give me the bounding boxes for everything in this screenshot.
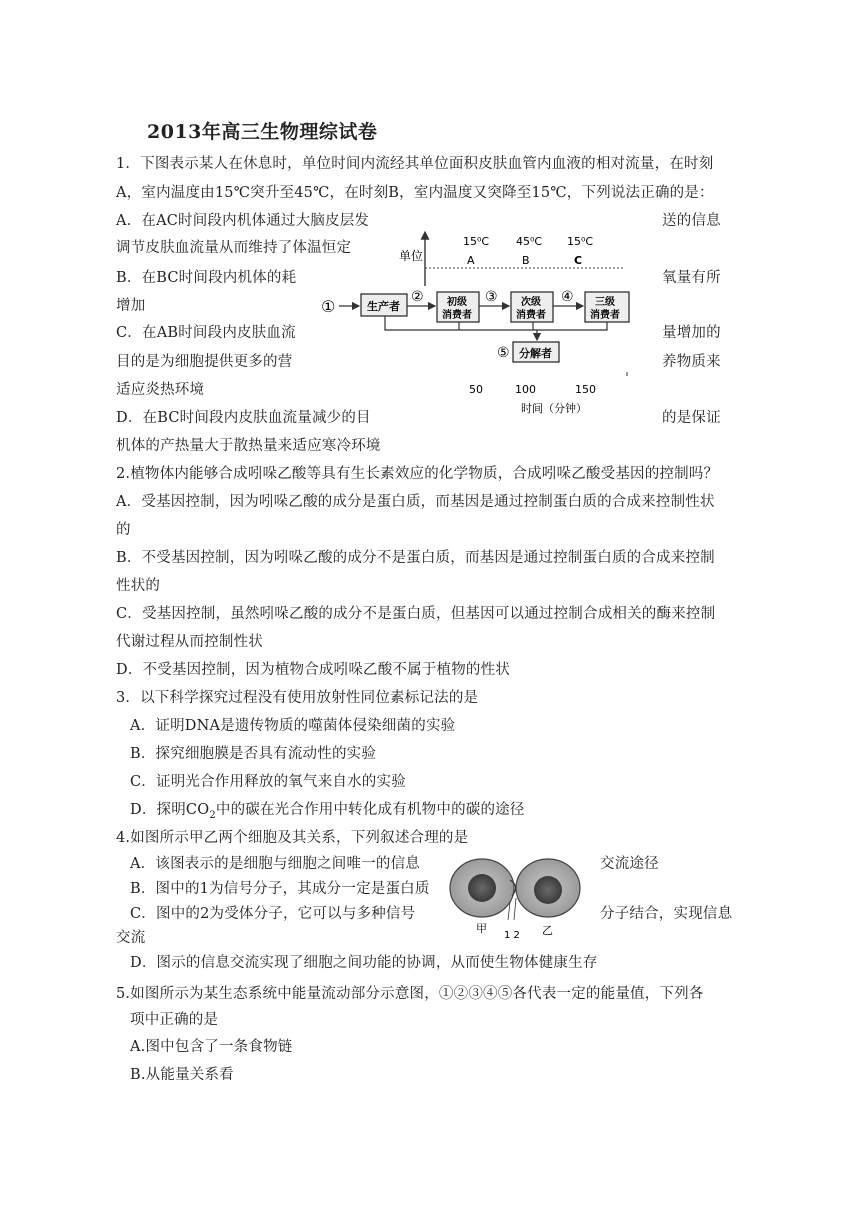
q4-option-d: D．图示的信息交流实现了细胞之间功能的协调，从而使生物体健康生存 — [130, 955, 598, 971]
q1-option-b-left2: 增加 — [116, 298, 146, 314]
q1-option-c-left3: 适应炎热环境 — [116, 382, 205, 398]
node-secondary-consumer-line1: 次级 — [521, 297, 541, 308]
q1-option-a-left1: A．在AC时间段内机体通过大脑皮层发 — [116, 213, 370, 229]
q4-option-c-right: 分子结合，实现信息 — [600, 906, 733, 922]
x-axis-label: 时间（分钟） — [521, 402, 587, 415]
q2-option-b-line2: 性状的 — [116, 578, 161, 594]
q3-option-c: C．证明光合作用释放的氧气来自水的实验 — [130, 774, 406, 790]
q1-option-c-left1: C．在AB时间段内皮肤血流 — [116, 325, 296, 341]
q5-option-a: A.图中包含了一条食物链 — [130, 1039, 293, 1055]
q1-option-c-right1: 量增加的 — [662, 325, 721, 341]
q1-stem-line1: 1．下图表示某人在休息时，单位时间内流经其单位面积皮肤血管内血液的相对流量，在时刻 — [116, 156, 714, 172]
q1-option-c-right2: 养物质来 — [662, 354, 721, 370]
q1-stem-line2: A，室内温度由15℃突升至45℃，在时刻B，室内温度又突降至15℃，下列说法正确的是： — [116, 185, 714, 201]
q3-option-b: B．探究细胞膜是否具有流动性的实验 — [130, 746, 377, 762]
cell-yi-nucleus — [534, 876, 562, 904]
node-decomposer-label: 分解者 — [519, 347, 552, 360]
q1-option-d-left2: 机体的产热量大于散热量来适应寒冷环境 — [116, 438, 381, 454]
circle-3-label: ③ — [485, 289, 498, 305]
q2-option-c-line2: 代谢过程从而控制性状 — [116, 634, 263, 650]
cell-jia-nucleus — [468, 874, 496, 902]
q1-option-b-left1: B．在BC时间段内机体的耗 — [116, 270, 297, 286]
q2-option-d: D．不受基因控制，因为植物合成吲哚乙酸不属于植物的性状 — [116, 662, 511, 678]
q2-option-a-line1: A．受基因控制，因为吲哚乙酸的成分是蛋白质，而基因是通过控制蛋白质的合成来控制性状 — [116, 494, 715, 510]
temp-label-b: 45⁰C — [516, 235, 543, 248]
page-title: 2013年高三生物理综试卷 — [147, 121, 378, 143]
q3-option-d-post: 中的碳在光合作用中转化成有机物中的碳的途径 — [215, 802, 525, 818]
pointer-line-2 — [514, 898, 516, 920]
temp-label-c: 15⁰C — [567, 235, 594, 248]
q2-option-a-line2: 的 — [116, 522, 131, 538]
q4-option-b: B．图中的1为信号分子，其成分一定是蛋白质 — [130, 881, 430, 897]
node-tertiary-consumer-line1: 三级 — [595, 297, 615, 308]
node-primary-consumer-line2: 消费者 — [442, 310, 472, 321]
point-label-a: A — [467, 254, 475, 267]
q4-option-a-right: 交流途径 — [600, 856, 659, 872]
q1-option-a-right1: 送的信息 — [662, 213, 721, 229]
q4-stem: 4.如图所示甲乙两个细胞及其关系，下列叙述合理的是 — [116, 830, 469, 846]
x-tick-50: 50 — [469, 383, 483, 396]
node-tertiary-consumer-line2: 消费者 — [590, 310, 620, 321]
node-primary-consumer-line1: 初级 — [447, 297, 467, 308]
q3-option-d-subscript: 2 — [209, 809, 216, 821]
cell-yi-label: 乙 — [542, 924, 553, 937]
y-axis-label: 单位 — [399, 249, 424, 263]
q3-option-d — [130, 800, 525, 826]
q4-option-c-left: C．图中的2为受体分子，它可以与多种信号 — [130, 906, 416, 922]
q4-option-a-left: A．该图表示的是细胞与细胞之间唯一的信息 — [130, 856, 420, 872]
q2-option-b-line1: B．不受基因控制，因为吲哚乙酸的成分不是蛋白质，而基因是通过控制蛋白质的合成来控制 — [116, 550, 715, 566]
q1-option-d-left1: D．在BC时间段内皮肤血流量减少的目 — [116, 410, 371, 426]
q5-option-b: B.从能量关系看 — [130, 1067, 234, 1083]
x-tick-100: 100 — [515, 383, 536, 396]
q2-stem: 2.植物体内能够合成吲哚乙酸等具有生长素效应的化学物质，合成吲哚乙酸受基因的控制吗？ — [116, 466, 719, 482]
q5-stem-line2: 项中正确的是 — [130, 1012, 219, 1028]
cell-jia-label: 甲 — [476, 922, 487, 935]
node-secondary-consumer-line2: 消费者 — [516, 310, 546, 321]
decomposer-flow-line — [385, 316, 607, 330]
point-label-b: B — [522, 254, 530, 267]
q4-option-c-line2: 交流 — [116, 930, 146, 946]
temp-label-a: 15⁰C — [463, 235, 490, 248]
point-label-c: C — [574, 254, 583, 267]
q5-stem-line1: 5.如图所示为某生态系统中能量流动部分示意图，①②③④⑤各代表一定的能量值，下列各 — [116, 986, 704, 1002]
q3-option-d-pre: D．探明CO — [130, 802, 210, 818]
circle-2-label: ② — [411, 289, 424, 305]
figure-4-cells — [448, 852, 588, 942]
q2-option-c-line1: C．受基因控制，虽然吲哚乙酸的成分不是蛋白质，但基因可以通过控制合成相关的酶来控制 — [116, 606, 716, 622]
q3-stem: 3．以下科学探究过程没有使用放射性同位素标记法的是 — [116, 690, 479, 706]
q1-option-a-left2: 调节皮肤血流量从而维持了体温恒定 — [116, 240, 352, 256]
circle-1-label: ① — [321, 297, 336, 316]
circle-4-label: ④ — [561, 289, 574, 305]
q3-option-a: A．证明DNA是遗传物质的噬菌体侵染细菌的实验 — [130, 718, 456, 734]
q1-option-b-right1: 氧量有所 — [662, 270, 721, 286]
node-producer-label: 生产者 — [367, 300, 400, 313]
q1-option-c-left2: 目的是为细胞提供更多的营 — [116, 354, 293, 370]
figure-1-diagram — [315, 226, 635, 421]
q1-option-d-right1: 的是保证 — [662, 410, 721, 426]
x-tick-150: 150 — [575, 383, 596, 396]
pointer-labels: 1 2 — [504, 930, 520, 941]
circle-5-label: ⑤ — [497, 345, 510, 361]
